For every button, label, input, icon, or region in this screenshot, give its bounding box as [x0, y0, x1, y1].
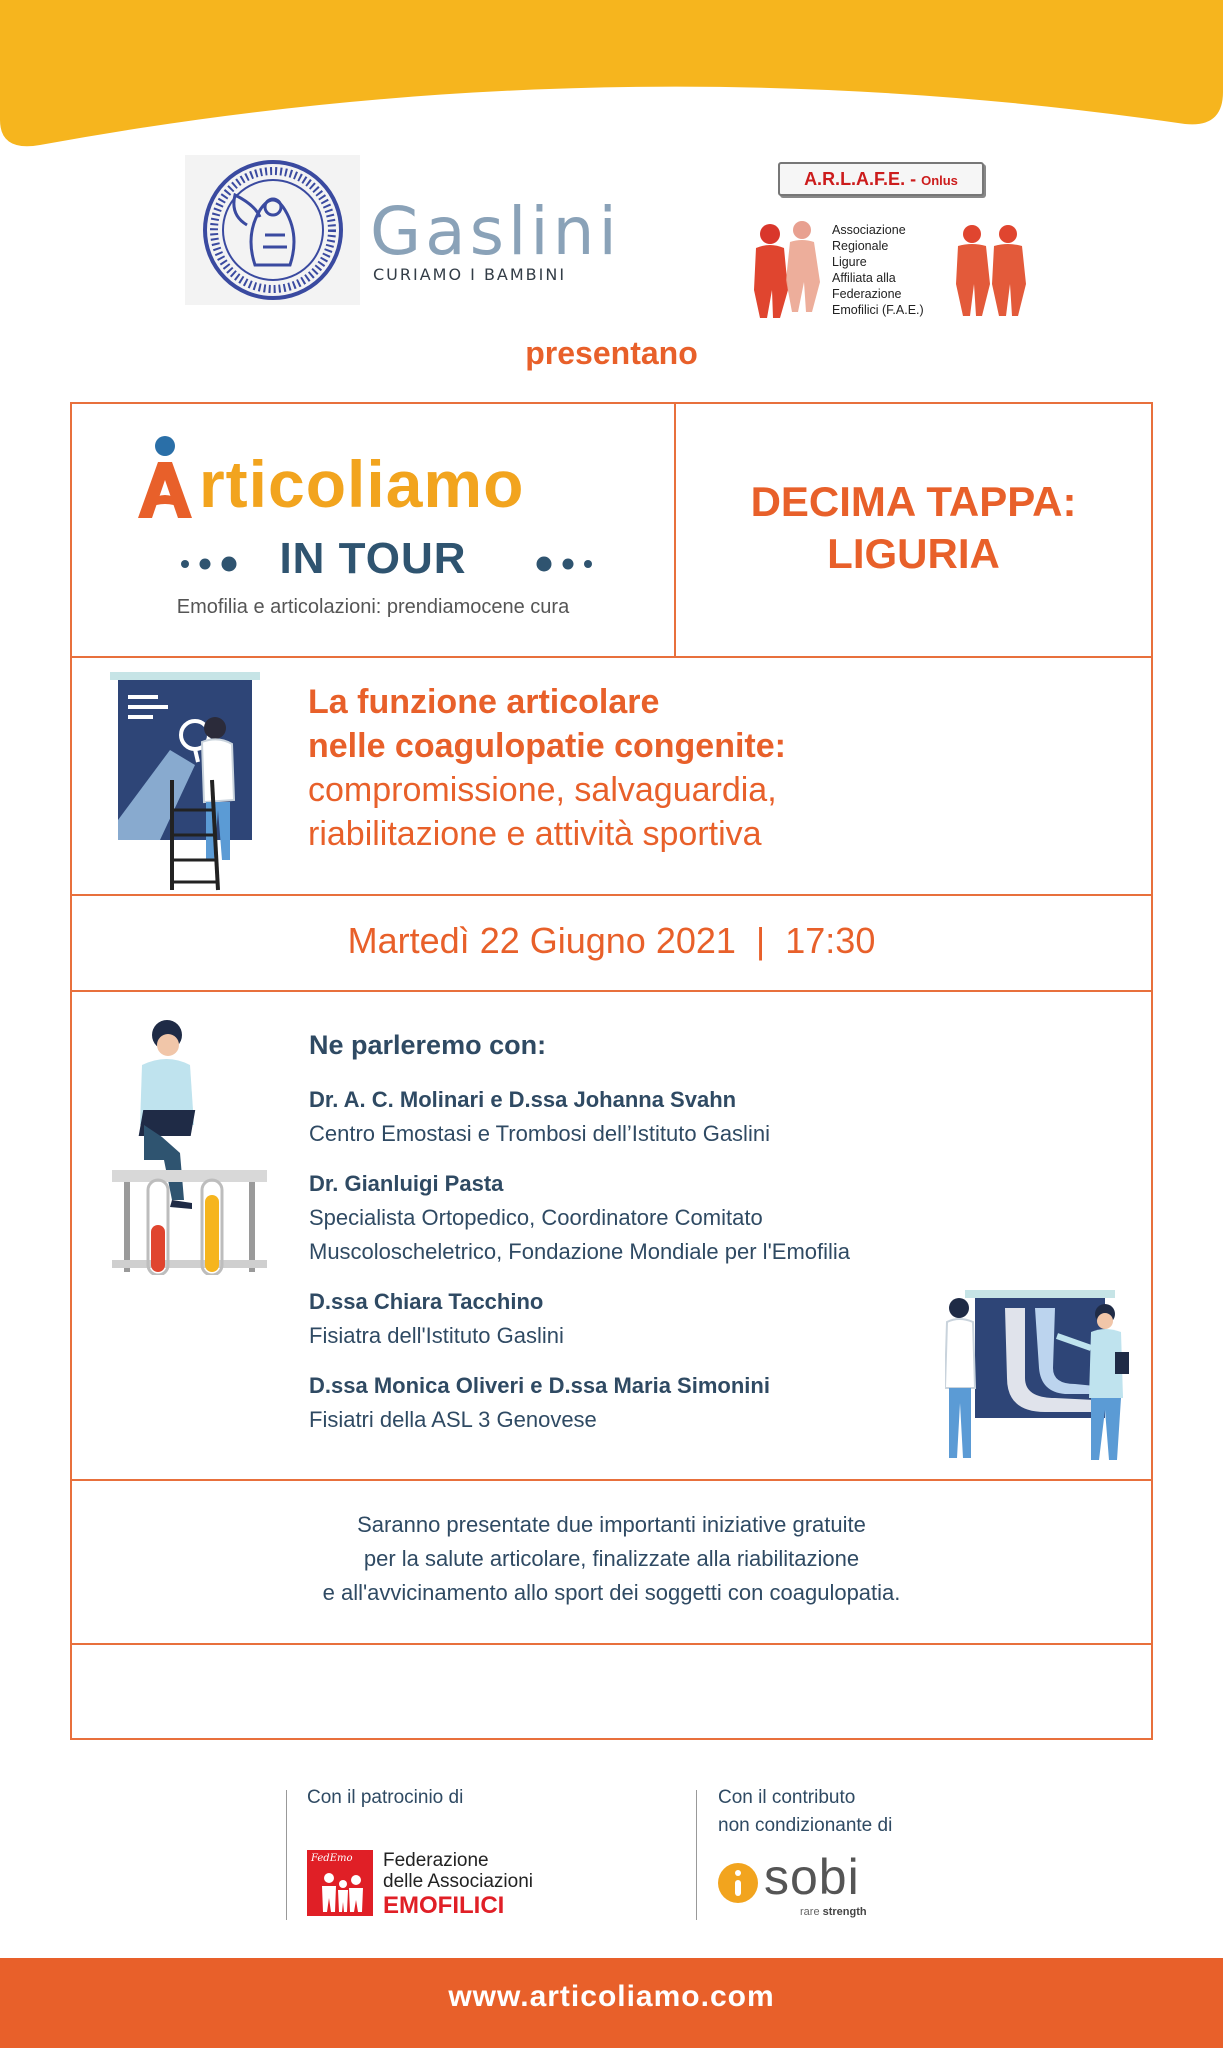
- title-line: nelle coagulopatie congenite:: [308, 727, 786, 765]
- sobi-wordmark: sobi: [764, 1849, 860, 1905]
- divider-horizontal: [70, 1643, 1153, 1645]
- title-line: riabilitazione e attività sportiva: [308, 815, 762, 853]
- patrocinio-label: Con il patrocinio di: [307, 1787, 464, 1808]
- arlafe-line: Associazione: [832, 223, 906, 237]
- speaker-role: Muscoloscheletrico, Fondazione Mondiale per l'Emofilia: [309, 1239, 851, 1264]
- divider-horizontal: [70, 1479, 1153, 1481]
- doctor-laptop-illustration: [112, 1015, 267, 1275]
- gaslini-logo: [185, 155, 621, 305]
- fedemo-figures-icon: [319, 1872, 363, 1912]
- articoliamo-wordmark: rticoliamo: [199, 447, 525, 521]
- website-link[interactable]: www.articoliamo.com: [448, 1980, 775, 2013]
- speaker-role: Specialista Ortopedico, Coordinatore Comitato: [309, 1205, 763, 1230]
- contributo-line: Con il contributo: [718, 1787, 856, 1808]
- fedemo-logo-mark: [307, 1850, 373, 1916]
- info-paragraph: [70, 1508, 1153, 1610]
- info-line: per la salute articolare, finalizzate alla riabilitazione: [363, 1546, 860, 1571]
- fedemo-mark-text: FedEmo: [311, 1853, 353, 1864]
- arlafe-line: Regionale: [832, 239, 889, 253]
- arlafe-logo: [730, 158, 1030, 318]
- divider-horizontal: [70, 990, 1153, 992]
- gaslini-name: Gaslini: [370, 193, 621, 270]
- arlafe-line: Emofilici (F.A.E.): [832, 303, 924, 317]
- presentano-label: presentano: [525, 335, 698, 371]
- speaker-item: [309, 1083, 1069, 1151]
- arlafe-badge-suffix: Onlus: [921, 173, 958, 188]
- arlafe-line: Affiliata alla: [832, 271, 896, 285]
- speaker-role: Fisiatri della ASL 3 Genovese: [309, 1407, 597, 1432]
- arlafe-figures-icon: [740, 220, 830, 320]
- articoliamo-logo: [72, 404, 674, 658]
- fedemo-line: delle Associazioni: [383, 1871, 533, 1892]
- info-line: Saranno presentate due importanti iniziative gratuite: [357, 1512, 866, 1537]
- tappa-line: DECIMA TAPPA:: [750, 478, 1077, 525]
- speaker-role: Fisiatra dell'Istituto Gaslini: [309, 1323, 564, 1348]
- dots-icon: [508, 554, 596, 574]
- doctors-xray-illustration: [945, 1288, 1135, 1468]
- sobi-tag-plain: rare: [800, 1906, 820, 1918]
- speaker-item: [309, 1167, 1069, 1269]
- contributo-label: [718, 1784, 892, 1840]
- fedemo-line: Federazione: [383, 1850, 489, 1871]
- event-title: [308, 680, 1128, 856]
- sobi-tagline: [800, 1906, 867, 1918]
- arlafe-description: [832, 222, 924, 318]
- divider-vertical: [286, 1790, 287, 1920]
- arlafe-figures-icon: [948, 222, 1032, 318]
- articoliamo-a-icon: [134, 434, 196, 520]
- tappa-line: LIGURIA: [827, 530, 1000, 577]
- title-line: La funzione articolare: [308, 683, 660, 721]
- logo-subtitle: Emofilia e articolazioni: prendiamocene cura: [176, 596, 570, 618]
- sobi-logo-mark: [718, 1863, 758, 1903]
- arlafe-line: Ligure: [832, 255, 867, 269]
- arlafe-line: Federazione: [832, 287, 902, 301]
- fedemo-line: EMOFILICI: [383, 1892, 505, 1919]
- event-date: Martedì 22 Giugno 2021 | 17:30: [347, 920, 876, 961]
- info-line: e all'avvicinamento allo sport dei soggetti con coagulopatia.: [322, 1580, 901, 1605]
- gaslini-tagline: CURIAMO I BAMBINI: [373, 265, 567, 284]
- top-wave-banner: [0, 0, 1223, 160]
- speaker-name: D.ssa Chiara Tacchino: [309, 1289, 544, 1314]
- doctor-magnifier-illustration: [100, 670, 270, 895]
- arlafe-badge-text: A.R.L.A.F.E. -: [804, 169, 917, 189]
- sobi-dots-icon: [718, 1863, 758, 1903]
- gaslini-seal-icon: [185, 155, 360, 305]
- contributo-line: non condizionante di: [718, 1815, 893, 1836]
- speaker-name: D.ssa Monica Oliveri e D.ssa Maria Simonini: [309, 1373, 770, 1398]
- speaker-name: Dr. Gianluigi Pasta: [309, 1171, 504, 1196]
- tappa-heading: [676, 476, 1151, 580]
- speakers-heading: Ne parleremo con:: [309, 1030, 547, 1060]
- sobi-tag-bold: strength: [822, 1906, 867, 1918]
- speaker-role: Centro Emostasi e Trombosi dell’Istituto Gaslini: [309, 1121, 770, 1146]
- in-tour-label: IN TOUR: [279, 534, 467, 583]
- speaker-name: Dr. A. C. Molinari e D.ssa Johanna Svahn: [309, 1087, 737, 1112]
- divider-vertical: [696, 1790, 697, 1920]
- arlafe-badge: [778, 162, 984, 196]
- fedemo-name: [383, 1850, 533, 1920]
- title-line: compromissione, salvaguardia,: [308, 771, 777, 809]
